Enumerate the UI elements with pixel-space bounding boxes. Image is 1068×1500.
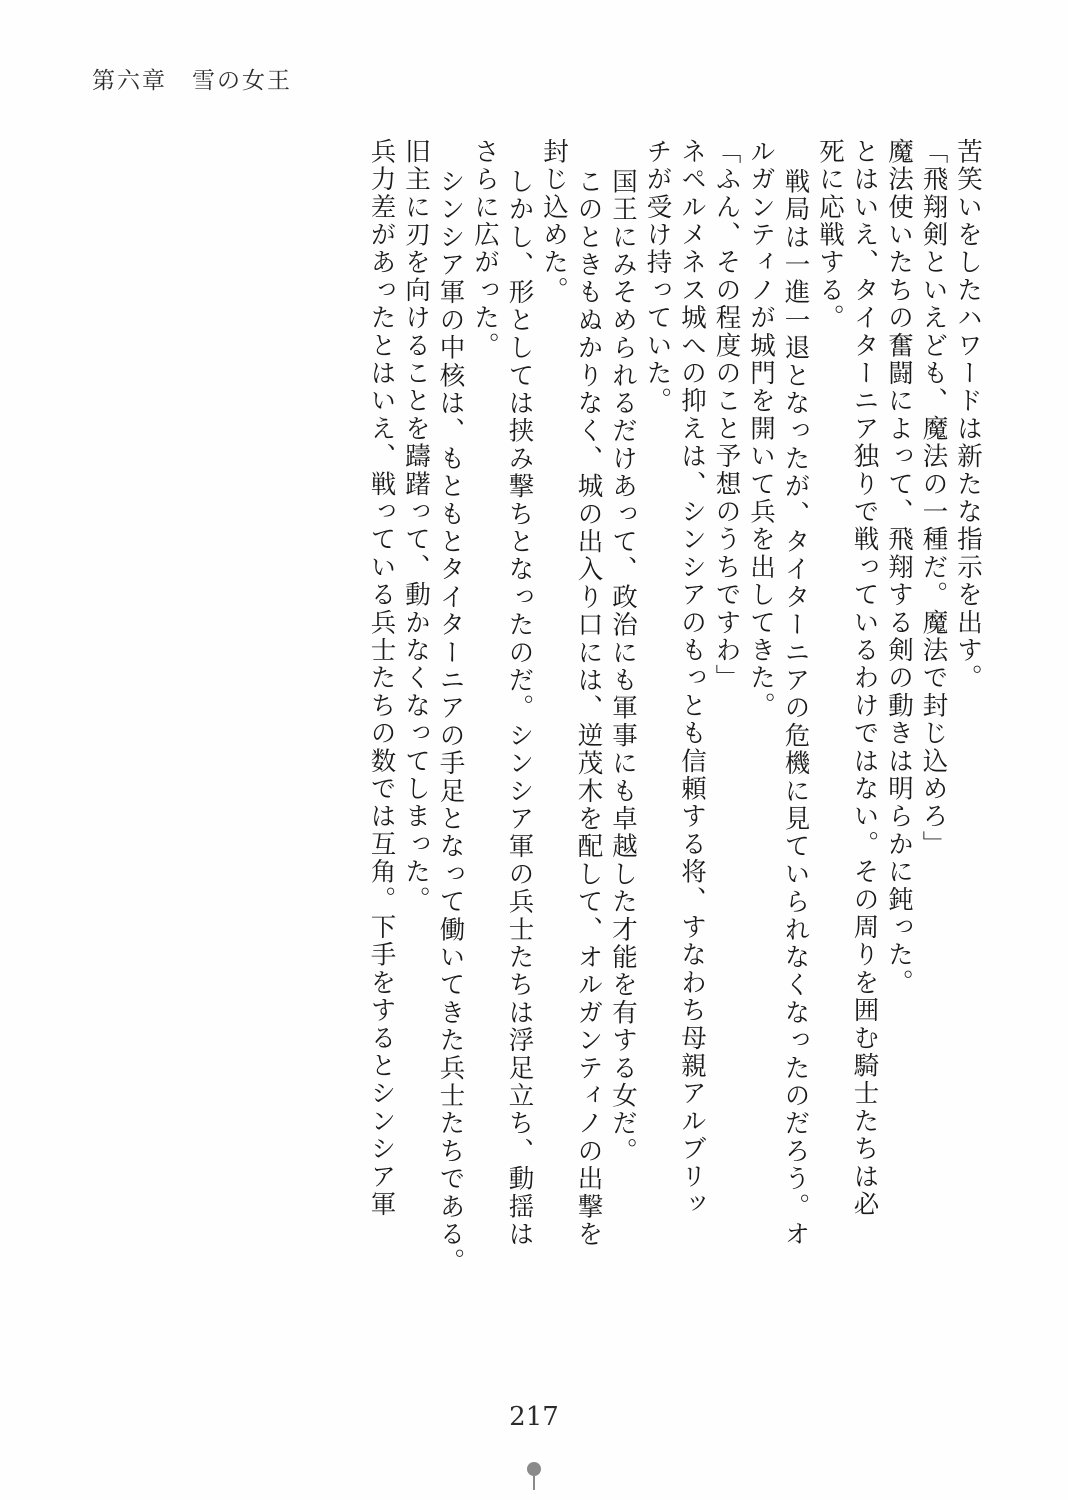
vertical-text-body — [359, 138, 983, 1328]
footer-stem-icon — [533, 1468, 535, 1490]
text-column: 「飛翔剣といえども、魔法の一種だ。魔法で封じ込めろ」 — [918, 138, 949, 859]
text-column: 「ふん、その程度のこと予想のうちですわ」 — [711, 138, 742, 692]
text-column: シンシア軍の中核は、もともとタイターニアの手足となって働いてきた兵士たちである。 — [435, 168, 466, 1276]
text-column: このときもぬかりなく、城の出入り口には、逆茂木を配して、オルガンティノの出撃を — [573, 168, 604, 1249]
text-column: 旧主に刃を向けることを躊躇って、動かなくなってしまった。 — [401, 138, 431, 914]
footer-ornament — [0, 1452, 1068, 1482]
text-column: とはいえ、タイターニア独りで戦っているわけではない。その周りを囲む騎士たちは必 — [849, 138, 880, 1219]
text-column: 死に応戦する。 — [815, 138, 845, 332]
page-number: 217 — [509, 1402, 559, 1432]
text-column: さらに広がった。 — [470, 138, 500, 360]
text-column: 国王にみそめられるだけあって、政治にも軍事にも卓越した才能を有する女だ。 — [608, 168, 638, 1166]
text-column: 封じ込めた。 — [539, 138, 569, 305]
text-column: 苦笑いをしたハワードは新たな指示を出す。 — [953, 138, 983, 692]
text-column: しかし、形としては挟み撃ちとなったのだ。シンシア軍の兵士たちは浮足立ち、動揺は — [504, 168, 535, 1249]
text-column: 兵力差があったとはいえ、戦っている兵士たちの数では互角。下手をするとシンシア軍 — [366, 138, 397, 1219]
chapter-running-head: 第六章 雪の女王 — [92, 68, 292, 94]
text-column: 戦局は一進一退となったが、タイターニアの危機に見ていられなくなったのだろう。オ — [780, 168, 811, 1249]
text-column: チが受け持っていた。 — [642, 138, 673, 415]
text-column: ルガンティノが城門を開いて兵を出してきた。 — [746, 138, 776, 720]
text-column: ネペルメネス城への抑えは、シンシアのもっとも信頼する将、すなわち母親アルブリッ — [677, 138, 707, 1219]
text-column: 魔法使いたちの奮闘によって、飛翔する剣の動きは明らかに鈍った。 — [884, 138, 914, 997]
